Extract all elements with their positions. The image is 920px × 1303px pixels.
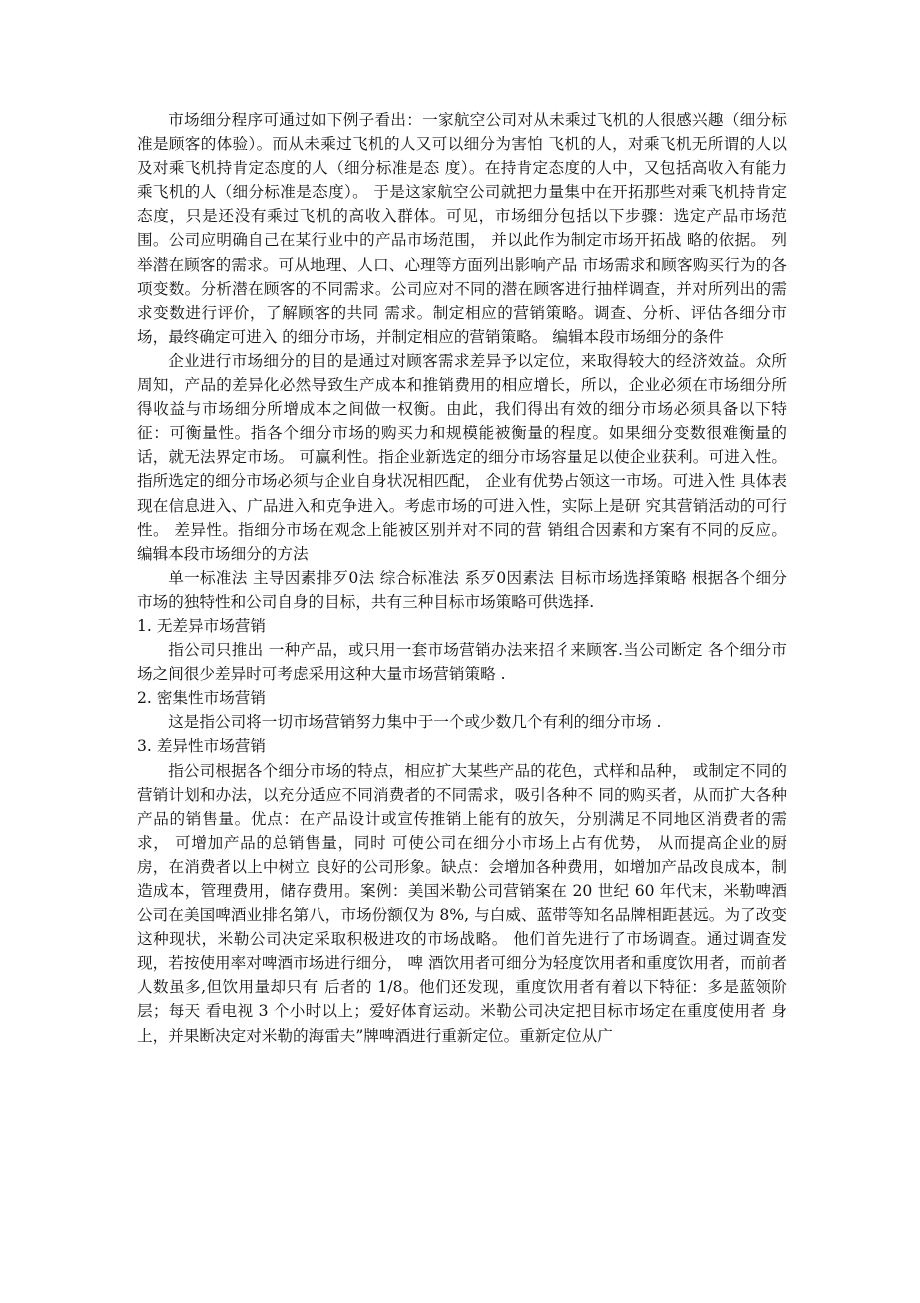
heading-concentrated-marketing: 2. 密集性市场营销 xyxy=(137,689,266,708)
paragraph-segmentation-conditions: 企业进行市场细分的目的是通过对顾客需求差异予以定位，来取得较大的经济效益。众所周知，产品的差异化必然导致生产成本和推销费用的相应增长，所以，企业必须在市场细分所得收益与市场细分所增成本之间做一权衡。由此，我们得出有效的细分市场必须具备以下特征：可衡量性。指各个细分市场的购买力和规模能被衡量的程度。如果细分变数很难衡量的话，就无法界定市场。 可赢利性。指企业新选定的细分市场容量足以使企业获利。可进入性。指所选定的细分市场必须与企业自身状况相匹配， 企业有优势占领这一市场。可进入性 具体表现在信息进入、广品进入和克争进入。考虑市场的可进入性，实际上是研 究其营销活动的可行性。 差异性。指细分市场在观念上能被区别并对不同的营 销组合因素和方案有不同的反应。 编辑本段市场细分的方法 xyxy=(137,351,787,563)
heading-undifferentiated-marketing: 1. 无差异市场营销 xyxy=(137,616,266,635)
paragraph-concentrated-marketing: 这是指公司将一切市场营销努力集中于一个或少数几个有利的细分市场 . xyxy=(168,713,662,732)
heading-differentiated-marketing: 3. 差异性市场营销 xyxy=(137,737,266,756)
paragraph-differentiated-marketing: 指公司根据各个细分市场的特点，相应扩大某些产品的花色，式样和品种， 或制定不同的营销计划和办法，以充分适应不同消费者的不同需求，吸引各种不 同的购买者，从而扩大各种产品的销售量。优点：在产品设计或宣传推销上能有的放矢，分别满足不同地区消费者的需求， 可增加产品的总销售量，同时 可使公司在细分小市场上占有优势， 从而提高企业的厨房，在消费者以上中树立 良好的公司形象。缺点：会增加各种费用，如增加产品改良成本，制造成本，管理费用，储存费用。案例：美国米勒公司营销案在 20 世纪 60 年代末，米勒啤酒公司在美国啤酒业排名第八，市场份额仅为 8%, 与白威、蓝带等知名品牌相距甚远。为了改变这种现状，米勒公司决定采取积极进攻的市场战略。 他们首先进行了市场调查。通过调查发现，若按使用率对啤酒市场进行细分， 啤 酒饮用者可细分为轻度饮用者和重度饮用者，而前者人数虽多,但饮用量却只有 后者的 1/8。他们还发现，重度饮用者有着以下特征：多是蓝领阶层；每天 看电视 3 个小时以上；爱好体育运动。米勒公司决定把目标市场定在重度使用者 身上，并果断决定对米勒的海雷夫”牌啤酒进行重新定位。重新定位从广 xyxy=(137,761,787,1045)
document-body xyxy=(137,108,787,1048)
paragraph-segmentation-procedure: 市场细分程序可通过如下例子看出：一家航空公司对从未乘过飞机的人很感兴趣（细分标准是顾客的体验）。而从未乘过飞机的人又可以细分为害怕 飞机的人，对乘飞机无所谓的人以及对乘飞机持肯定态度的人（细分标准是态 度）。在持肯定态度的人中，又包括高收入有能力乘飞机的人（细分标准是态度）。 于是这家航空公司就把力量集中在开拓那些对乘飞机持肯定态度，只是还没有乘过飞机的高收入群体。可见，市场细分包括以下步骤：选定产品市场范围。公司应明确自己在某行业中的产品市场范围， 并以此作为制定市场开拓战 略的依据。 列举潜在顾客的需求。可从地理、人口、心理等方面列出影响产品 市场需求和顾客购买行为的各项变数。分析潜在顾客的不同需求。公司应对不同的潜在顾客进行抽样调查，并对所列出的需求变数进行评价，了解顾客的共同 需求。制定相应的营销策略。调查、分析、评估各细分市场，最终确定可进入 的细分市场，并制定相应的营销策略。 编辑本段市场细分的条件 xyxy=(137,111,787,346)
paragraph-undifferentiated-marketing: 指公司只推出 一种产品，或只用一套市场营销办法来招彳来顾客.当公司断定 各个细分市场之间很少差异时可考虑采用这种大量市场营销策略 . xyxy=(137,641,787,684)
paragraph-segmentation-methods: 单一标准法 主导因素排歹0法 综合标准法 系歹0因素法 目标市场选择策略 根据各个细分市场的独特性和公司自身的目标，共有三种目标市场策略可供选择. xyxy=(137,568,787,611)
